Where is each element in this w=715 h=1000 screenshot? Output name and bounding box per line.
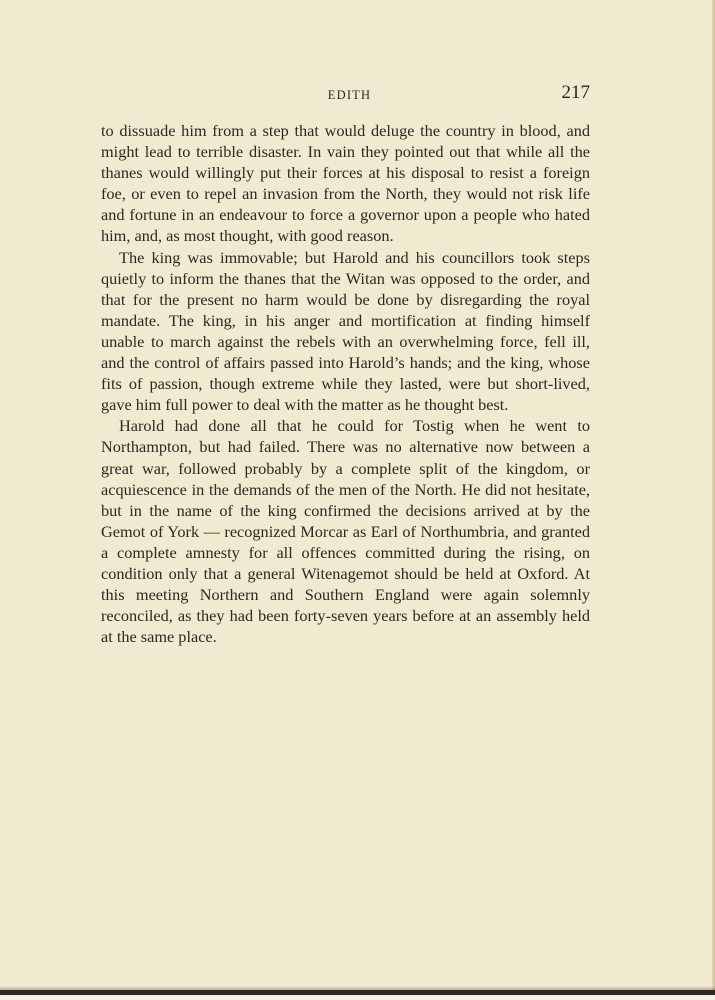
running-head: [101, 82, 590, 108]
running-head-title: EDITH: [327, 88, 372, 102]
body-text: [101, 120, 590, 647]
paragraph-2: The king was immovable; but Harold and his councillors took steps quietly to inform the thanes that the Witan was opposed to the order, and that for the present no harm would be done by disregarding the royal mandate. The king, in his anger and mortification at finding himself unable to march against the rebels with an overwhelming force, fell ill, and the control of affairs passed into Harold’s hands; and the king, whose fits of passion, though extreme while they lasted, were but short-lived, gave him full power to deal with the matter as he thought best.: [101, 247, 590, 415]
page-bottom-margin: [0, 995, 715, 1000]
paragraph-3: Harold had done all that he could for Tostig when he went to Northampton, but had failed. There was no alternative now between a great war, followed probably by a complete split of the kingdom, or acquiescence in the demands of the men of the North. He did not hesitate, but in the name of the king confirmed the decisions arrived at by the Gemot of York — recognized Morcar as Earl of Northumbria, and granted a complete amnesty for all offences committed during the rising, on condition only that a general Witenagemot should be held at Oxford. At this meeting Northern and Southern England were again solemnly reconciled, as they had been forty-seven years before at an assembly held at the same place.: [101, 416, 590, 647]
paragraph-1: to dissuade him from a step that would deluge the country in blood, and might lead to terrible disaster. In vain they pointed out that while all the thanes would willingly put their forces at his disposal to resist a foreign foe, or even to repel an invasion from the North, they would not risk life and fortune in an endeavour to force a governor upon a people who hated him, and, as most thought, with good reason.: [101, 121, 590, 246]
page-number: 217: [561, 82, 590, 103]
